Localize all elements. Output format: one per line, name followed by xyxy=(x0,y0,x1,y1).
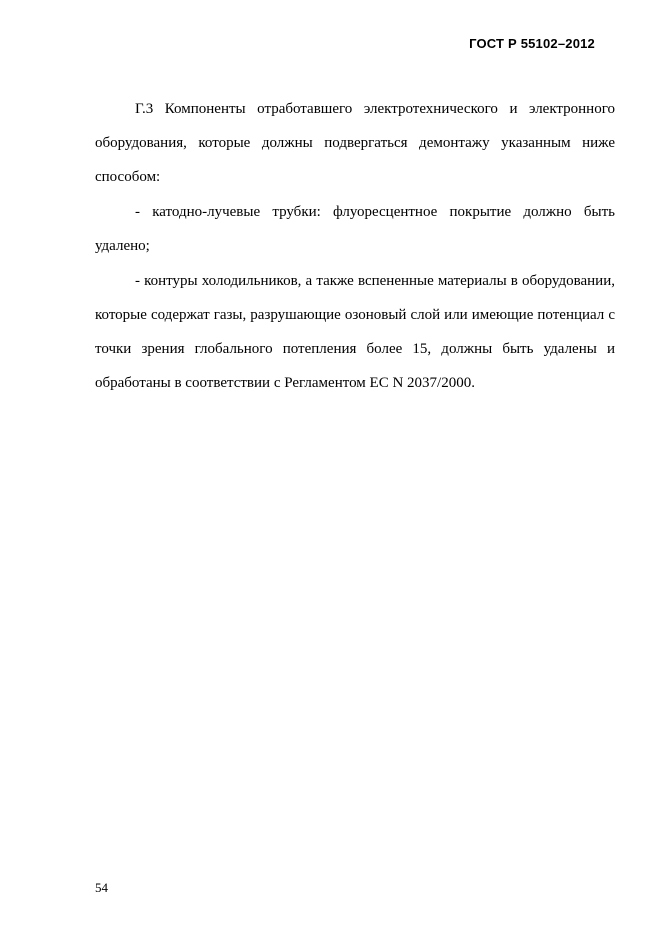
page-number: 54 xyxy=(95,880,108,895)
standard-code-header: ГОСТ Р 55102–2012 xyxy=(469,36,595,51)
paragraph-components-intro: Г.3 Компоненты отработавшего электротехнического и электронного оборудования, которые должны подвергаться демонтажу указанным ниже способом: xyxy=(95,101,615,185)
paragraph-refrigerator-circuits: - контуры холодильников, а также вспененные материалы в оборудовании, которые содержат газы, разрушающие озоновый слой или имеющие потенциал с точки зрения глобального потепления более 15, должны быть удалены и обработаны в соответствии с Регламентом ЕС N 2037/2000. xyxy=(95,273,615,391)
paragraph-crt-tubes: - катодно-лучевые трубки: флуоресцентное покрытие должно быть удалено; xyxy=(95,204,615,254)
document-body xyxy=(95,92,615,401)
